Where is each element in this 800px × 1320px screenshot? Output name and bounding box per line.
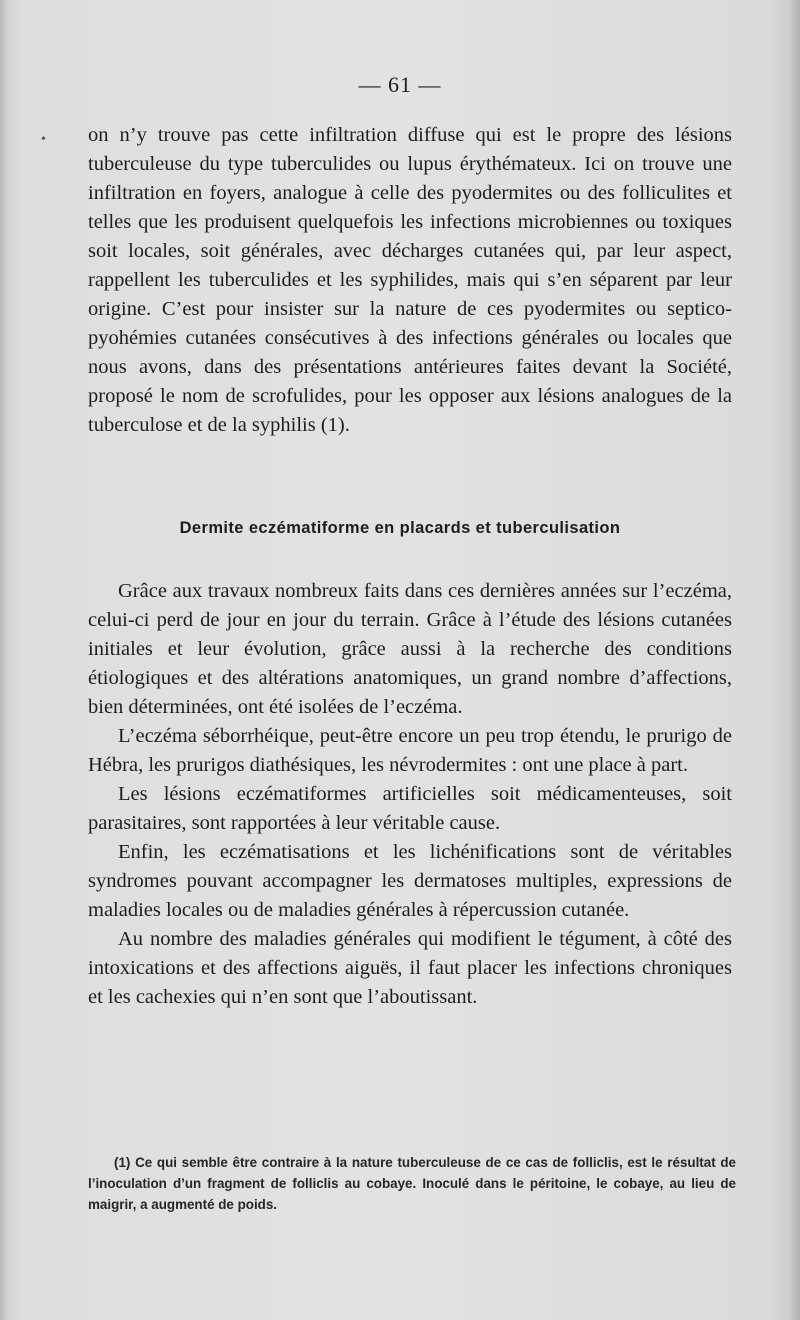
paragraph: Les lésions eczématiformes artificielles soit médicamenteuses, soit parasitaires, sont rapportées à leur véritable cause.	[88, 783, 732, 834]
page-number: — 61 —	[358, 72, 442, 97]
page-edge-left	[0, 0, 8, 1320]
section-body	[88, 577, 732, 1012]
footnote-text: (1) Ce qui semble être contraire à la nature tuberculeuse de ce cas de folliclis, est le résultat de l’inoculation d’un fragment de folliclis au cobaye. Inoculé dans le péritoine, le cobaye, au lieu de maigrir, a augmenté de poids.	[88, 1155, 736, 1212]
continuation-paragraph-block	[88, 121, 732, 440]
paragraph: L’eczéma séborrhéique, peut-être encore un peu trop étendu, le prurigo de Hébra, les prurigos diathésiques, les névrodermites : ont une place à part.	[88, 725, 732, 776]
paragraph: Au nombre des maladies générales qui modifient le tégument, à côté des intoxications et des affections aiguës, il faut placer les infections chroniques et les cachexies qui n’en sont que l’aboutissant.	[88, 928, 732, 1008]
paragraph: Grâce aux travaux nombreux faits dans ces dernières années sur l’eczéma, celui-ci perd de jour en jour du terrain. Grâce à l’étude des lésions cutanées initiales et leur évolution, grâce aussi à la recherche des conditions étiologiques et des altérations anatomiques, un grand nombre d’affections, bien déterminées, ont été isolées de l’eczéma.	[88, 580, 732, 718]
margin-marker: •	[41, 132, 46, 147]
page-edge-right	[790, 0, 800, 1320]
paragraph: on n’y trouve pas cette infiltration diffuse qui est le propre des lésions tuberculeuse du type tuberculides ou lupus érythémateux. Ici on trouve une infiltration en foyers, analogue à celle des pyodermites ou des folliculites et telles que les produisent quelquefois les infections microbiennes ou toxiques soit locales, soit générales, avec décharges cutanées qui, par leur aspect, rappellent les tuberculides et les syphilides, mais qui s’en séparent par leur origine. C’est pour insister sur la nature de ces pyodermites ou septico-pyohémies cutanées consécutives à des infections générales ou locales que nous avons, dans des présentations antérieures faites devant la Société, proposé le nom de scrofulides, pour les opposer aux lésions analogues de la tuberculose et de la syphilis (1).	[88, 124, 732, 436]
section-heading: Dermite eczématiforme en placards et tuberculisation	[179, 519, 621, 537]
footnote	[88, 1152, 736, 1215]
paragraph: Enfin, les eczématisations et les lichénifications sont de véritables syndromes pouvant accompagner les dermatoses multiples, expressions de maladies locales ou de maladies générales à répercussion cutanée.	[88, 841, 732, 921]
